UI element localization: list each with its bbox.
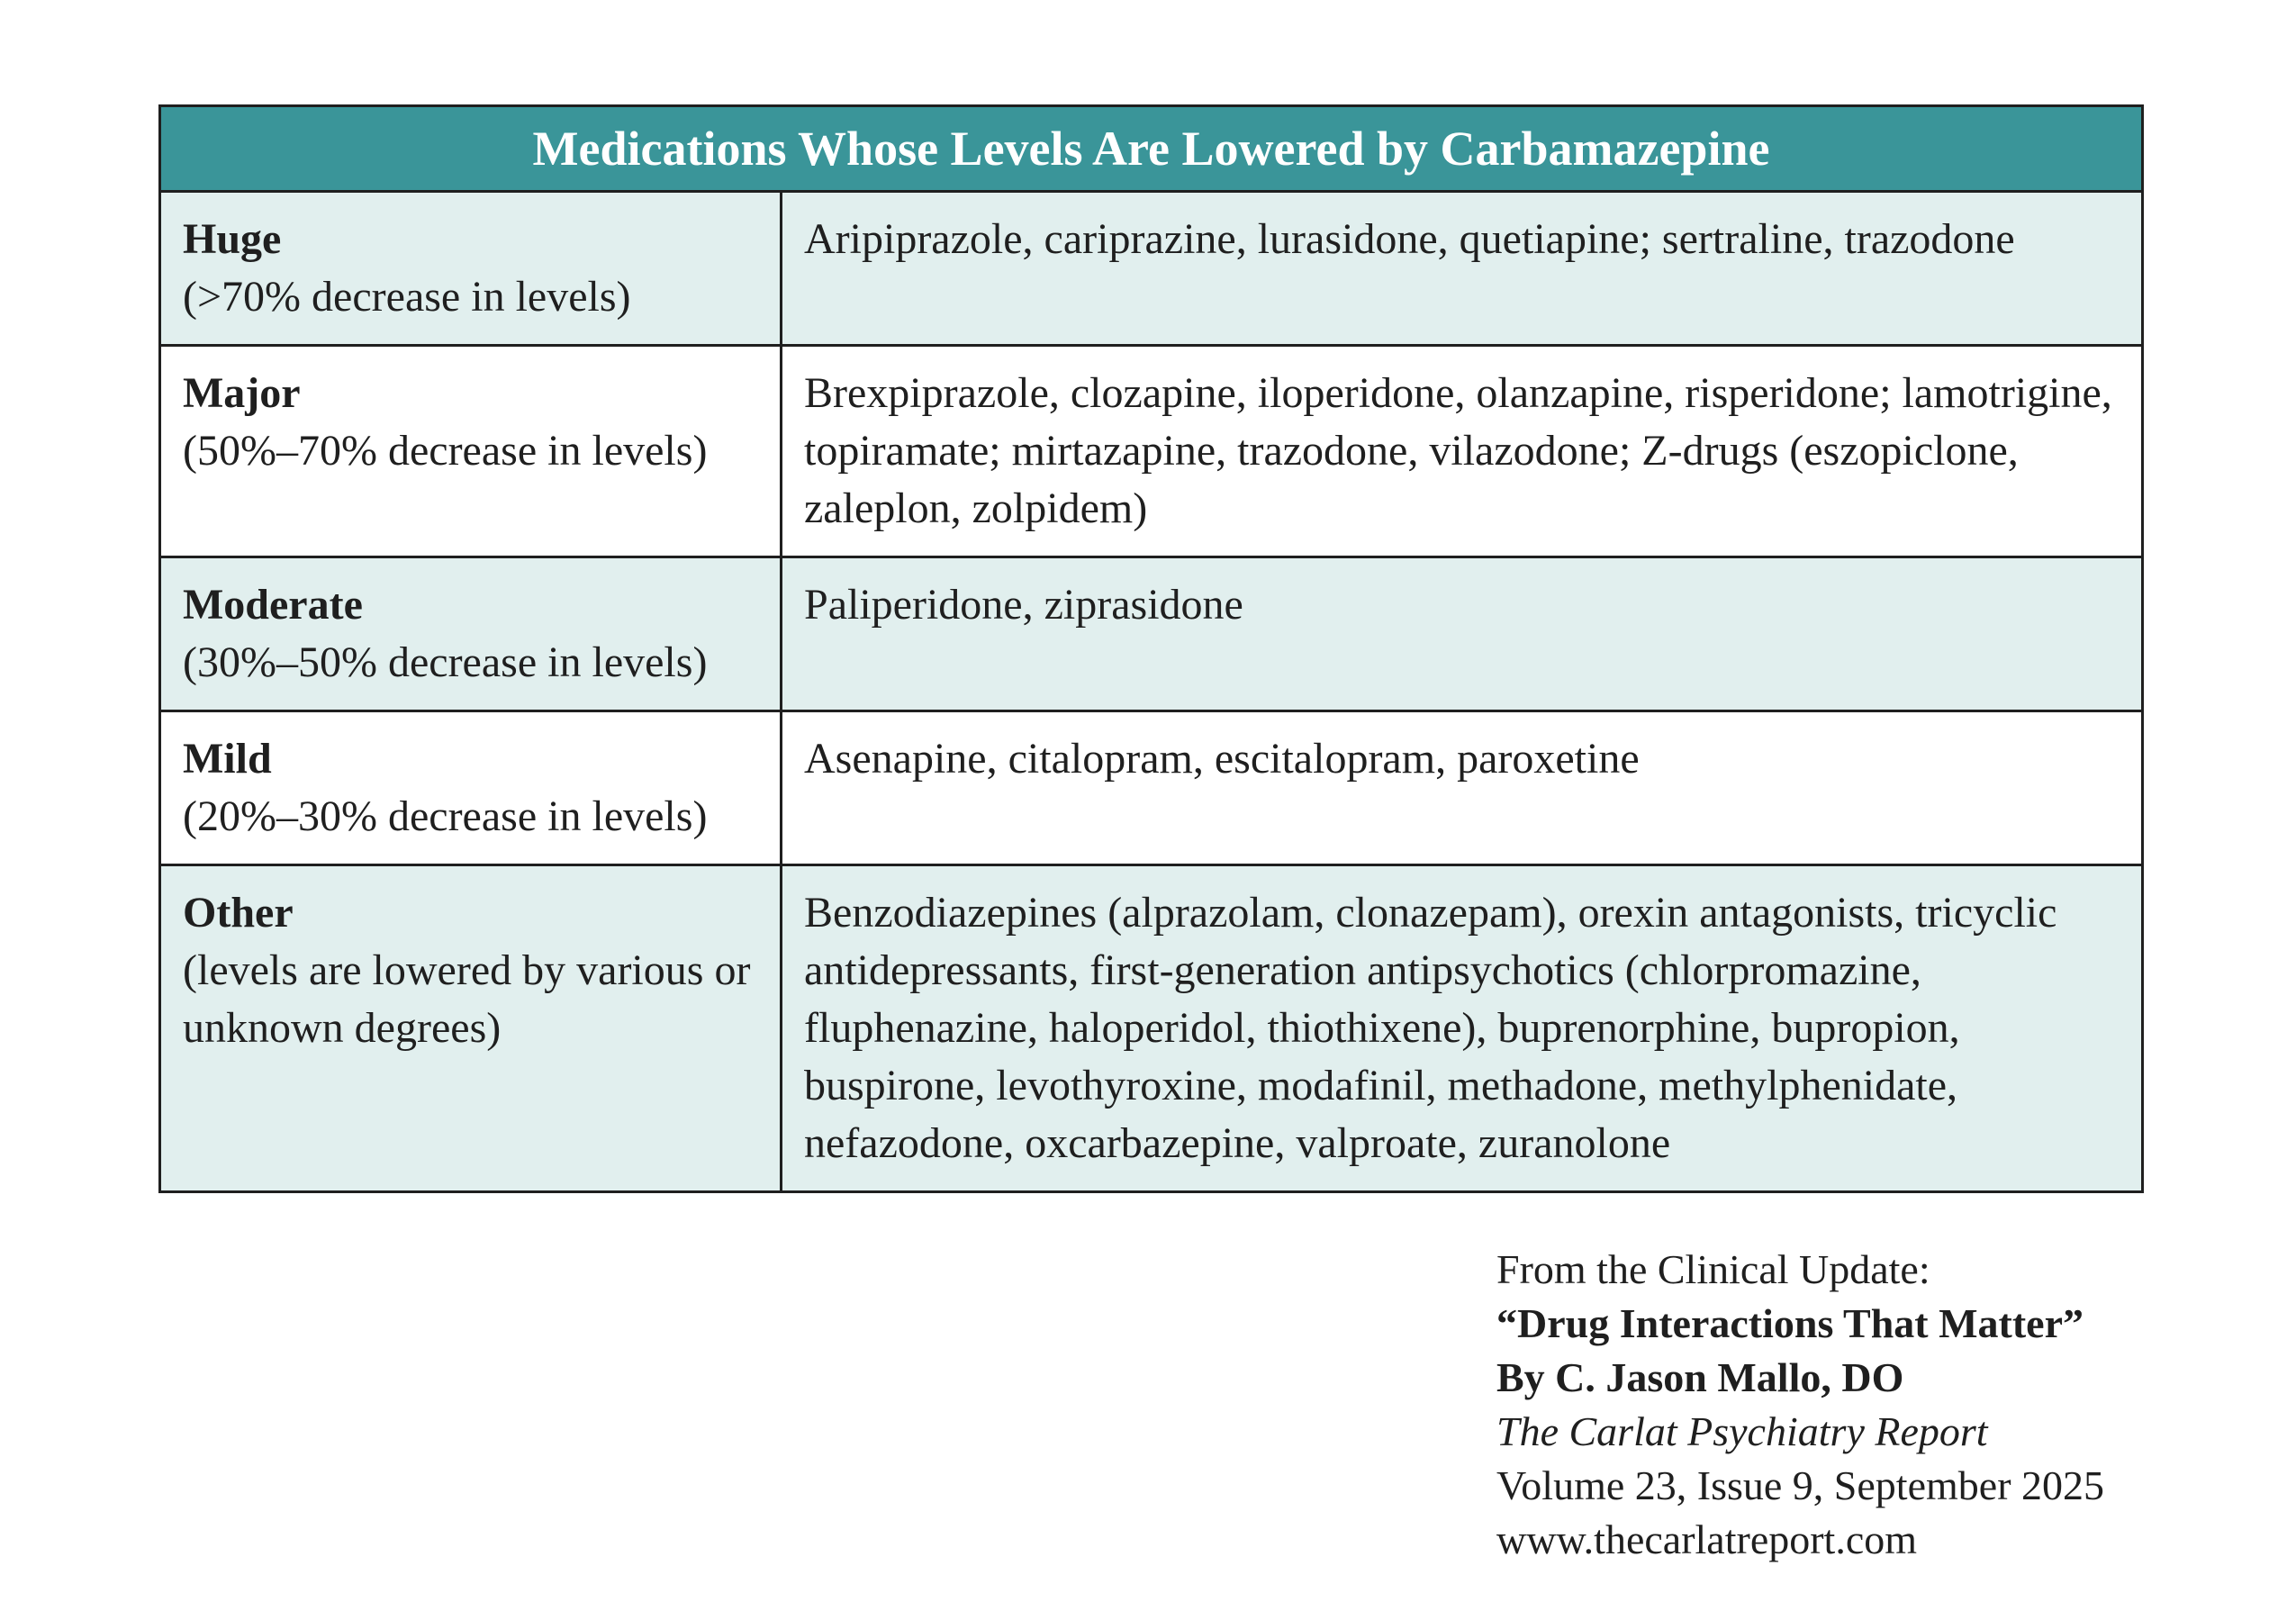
- table-row: [160, 865, 2143, 1192]
- citation-website[interactable]: www.thecarlatreport.com: [1496, 1516, 1918, 1562]
- level-name: Huge: [183, 215, 282, 263]
- level-name: Mild: [183, 735, 272, 783]
- level-cell: [160, 192, 782, 346]
- table-row: [160, 557, 2143, 711]
- citation-author: By C. Jason Mallo, DO: [1496, 1354, 1904, 1400]
- level-description: (30%–50% decrease in levels): [183, 638, 708, 686]
- medications-cell: Brexpiprazole, clozapine, iloperidone, olanzapine, risperidone; lamotrigine, topiramate; mirtazapine, trazodone, vilazodone; Z-drugs (eszopiclone, zaleplon, zolpidem): [782, 346, 2143, 557]
- medication-table: [158, 104, 2144, 1193]
- level-name: Other: [183, 889, 294, 937]
- level-name: Moderate: [183, 581, 363, 629]
- table-row: [160, 711, 2143, 865]
- medications-cell: Benzodiazepines (alprazolam, clonazepam), orexin antagonists, tricyclic antidepressants, first-generation antipsychotics (chlorpromazine, fluphenazine, haloperidol, thiothixene), buprenorphine, bupropion, buspirone, levothyroxine, modafinil, methadone, methylphenidate, nefazodone, oxcarbazepine, valproate, zuranolone: [782, 865, 2143, 1192]
- medication-table-container: [158, 104, 2141, 1193]
- citation-article-title: “Drug Interactions That Matter”: [1496, 1300, 2084, 1346]
- level-name: Major: [183, 369, 301, 417]
- level-cell: [160, 346, 782, 557]
- table-row: [160, 346, 2143, 557]
- level-description: (levels are lowered by various or unknown degrees): [183, 946, 751, 1052]
- citation-publication: The Carlat Psychiatry Report: [1496, 1408, 1988, 1454]
- level-description: (20%–30% decrease in levels): [183, 792, 708, 840]
- level-cell: [160, 557, 782, 711]
- citation-block: [1496, 1243, 2104, 1567]
- level-description: (50%–70% decrease in levels): [183, 427, 708, 475]
- table-row: [160, 192, 2143, 346]
- citation-intro: From the Clinical Update:: [1496, 1246, 1930, 1292]
- level-cell: [160, 865, 782, 1192]
- level-description: (>70% decrease in levels): [183, 273, 631, 321]
- table-title-row: [160, 106, 2143, 192]
- citation-volume: Volume 23, Issue 9, September 2025: [1496, 1462, 2105, 1508]
- medications-cell: Aripiprazole, cariprazine, lurasidone, quetiapine; sertraline, trazodone: [782, 192, 2143, 346]
- table-title: Medications Whose Levels Are Lowered by Carbamazepine: [160, 106, 2143, 192]
- level-cell: [160, 711, 782, 865]
- medications-cell: Asenapine, citalopram, escitalopram, paroxetine: [782, 711, 2143, 865]
- medications-cell: Paliperidone, ziprasidone: [782, 557, 2143, 711]
